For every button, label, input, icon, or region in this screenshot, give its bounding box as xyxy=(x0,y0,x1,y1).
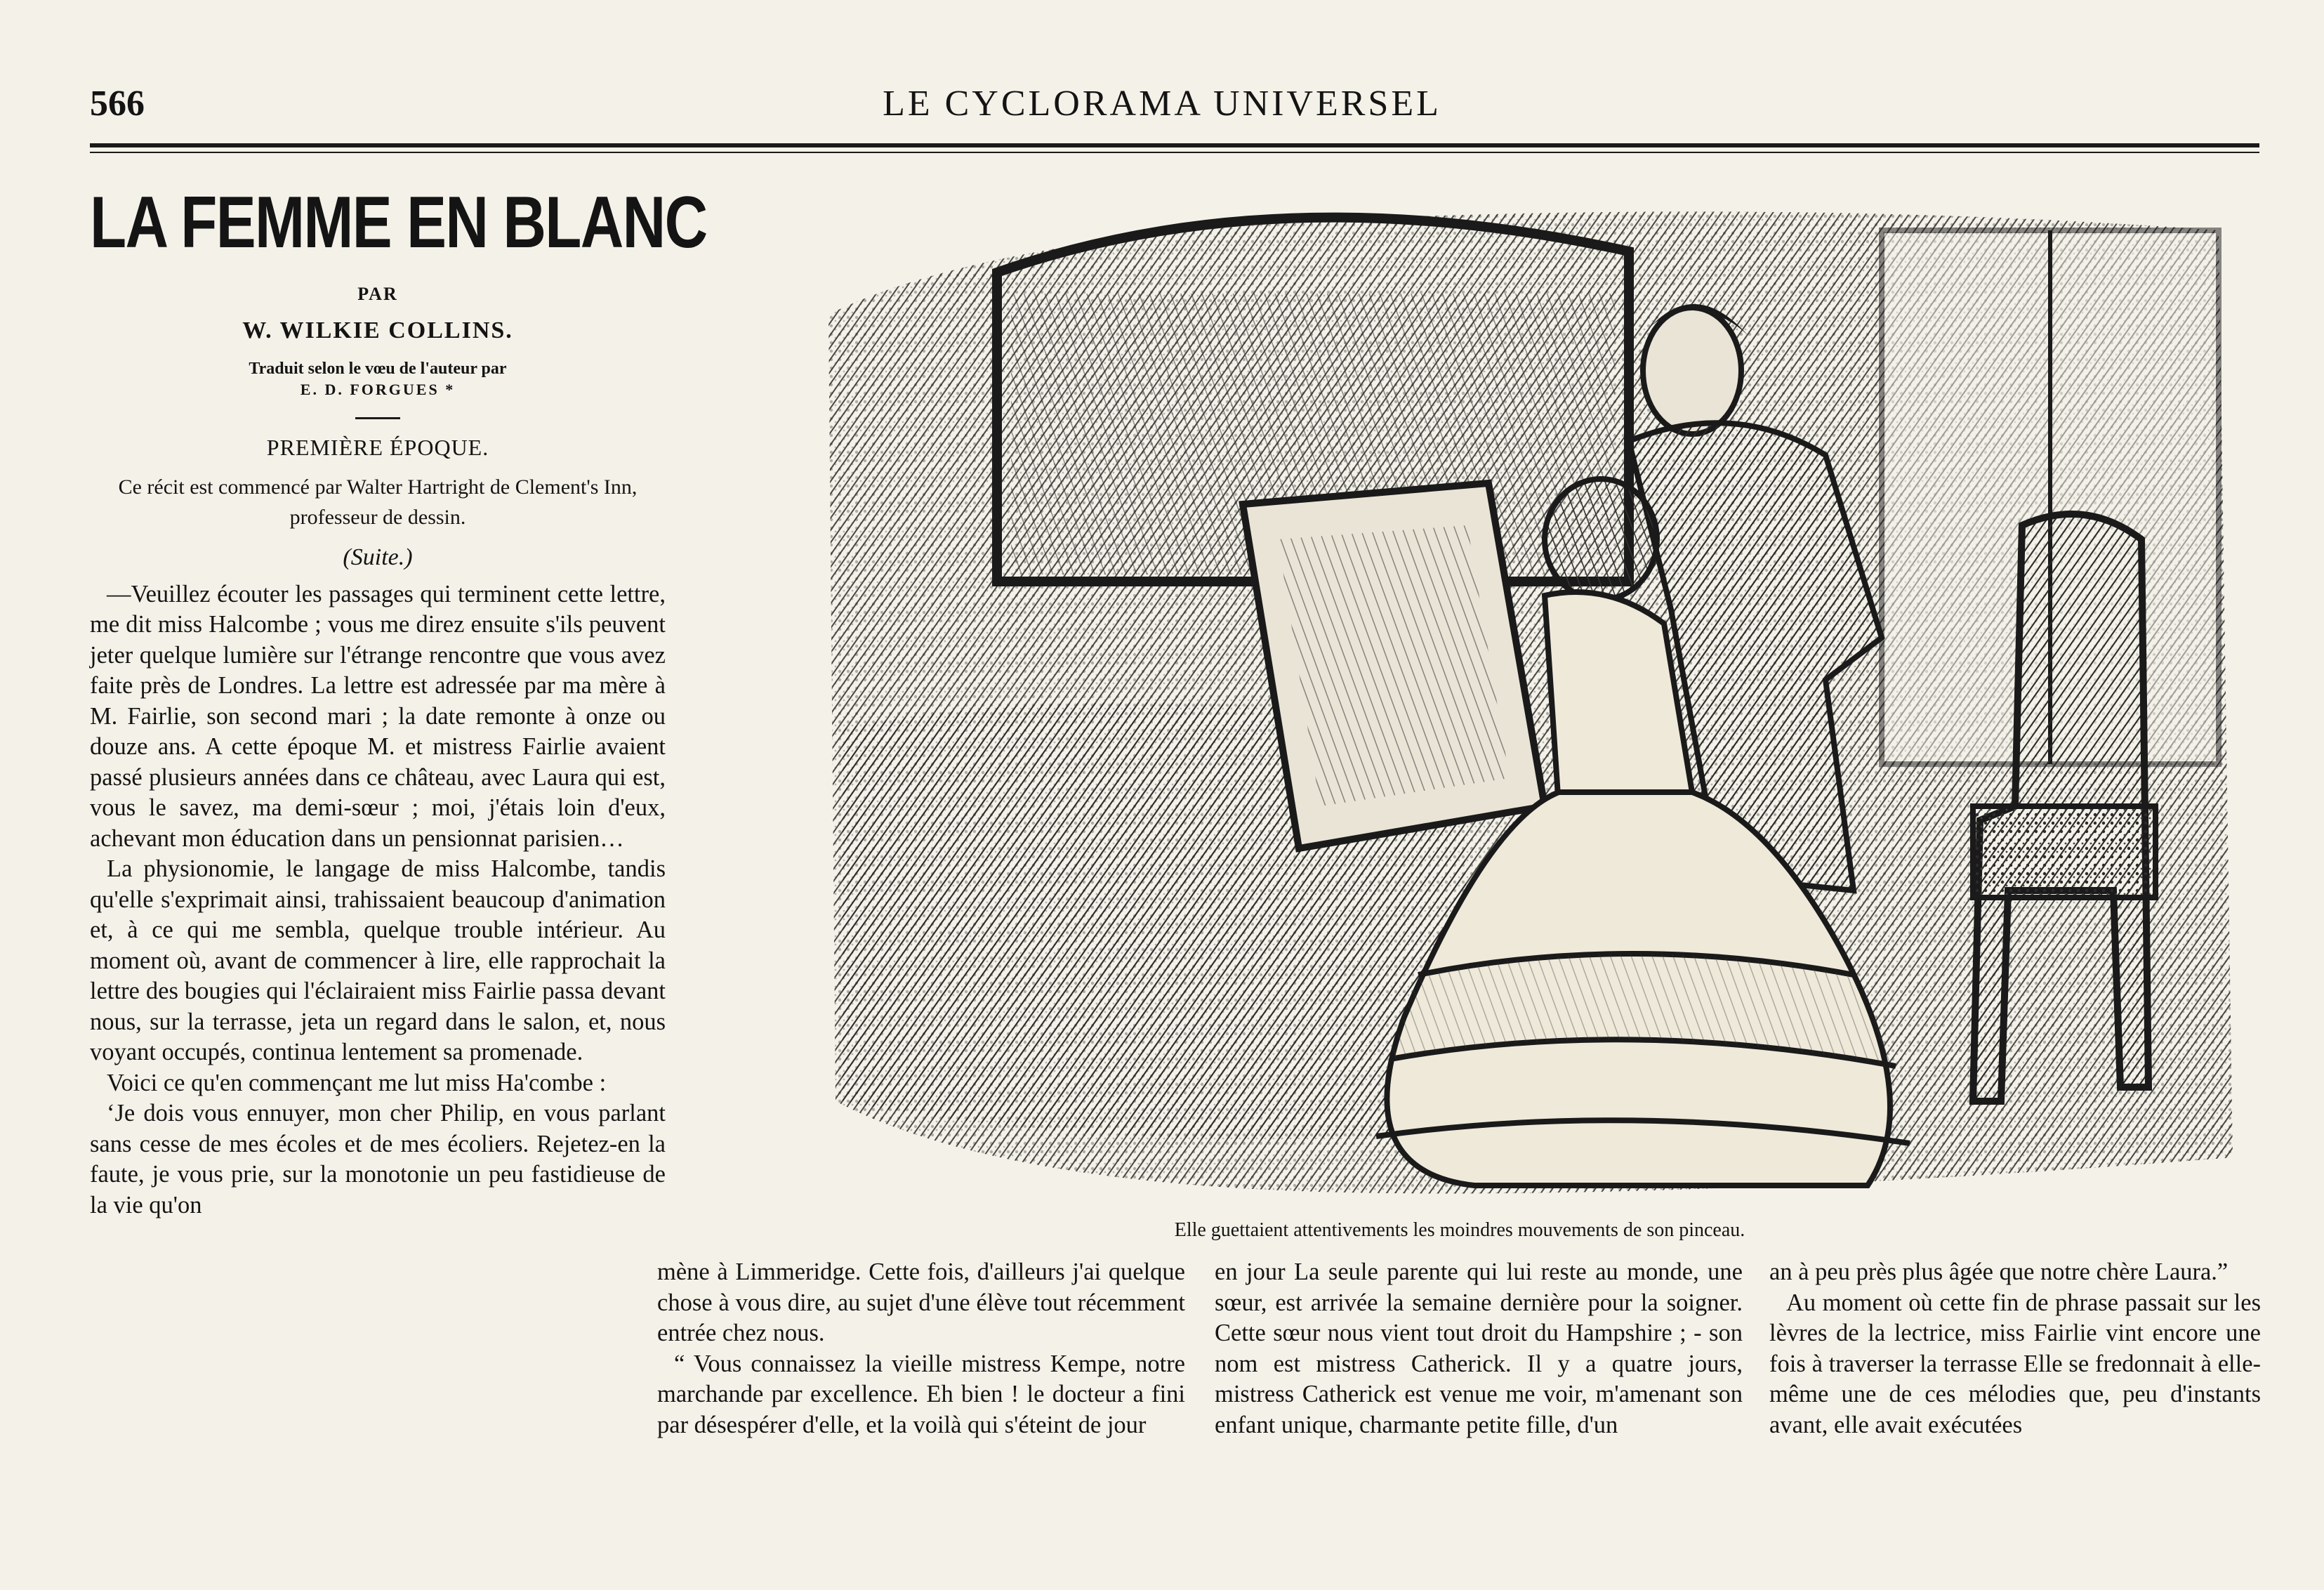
translator-line: Traduit selon le vœu de l'auteur par xyxy=(249,360,507,379)
paragraph: —Veuillez écouter les passages qui terminent cette lettre, me dit miss Halcombe ; vous me direz ensuite s'ils peuvent jeter quelque lumière sur l'étrange rencontre que vous avez faite près de Londres. La lettre est adressée par ma mère à M. Fairlie, son second mari ; la date remonte à onze ou douze ans. A cette époque M. et mistress Fairlie avaient passé plusieurs années dans ce château, avec Laura qui est, vous le savez, ma demi-sœur ; moi, j'étais loin d'eux, achevant mon éducation dans un pensionnat parisien… xyxy=(90,580,666,852)
header-rule-thin xyxy=(90,152,2259,153)
author-name: W. WILKIE COLLINS. xyxy=(242,317,513,344)
translator-name: E. D. FORGUES * xyxy=(300,380,456,398)
bottom-column-3 xyxy=(1769,1257,2261,1440)
article-title: LA FEMME EN BLANC xyxy=(90,182,707,263)
journal-title: LE CYCLORAMA UNIVERSEL xyxy=(883,84,1441,124)
paragraph: ‘Je dois vous ennuyer, mon cher Philip, en vous parlant sans cesse de mes écoles et de mes écoliers. Rejetez-en la faute, je vous prie, sur la monotonie un peu fastidieuse de la vie qu'on xyxy=(90,1100,666,1218)
paragraph: La physionomie, le langage de miss Halcombe, tandis qu'elle s'exprimait ainsi, trahissaient beaucoup d'animation et, à ce qui me sembla, quelque trouble intérieur. Au moment où, avant de commencer à lire, elle rapprochait la lettre des bougies qui l'éclairaient miss Fairlie passa devant nous, sur la terrasse, jeta un regard dans le salon, et, nous voyant occupés, continua lentement sa promenade. xyxy=(90,855,666,1066)
illustration-caption: Elle guettaient attentivements les moindres mouvements de son pinceau. xyxy=(1174,1219,1745,1241)
engraving-illustration xyxy=(786,188,2247,1214)
byline-par: PAR xyxy=(357,284,398,305)
man-head xyxy=(1643,308,1741,434)
epoch-heading: PREMIÈRE ÉPOQUE. xyxy=(266,434,489,460)
paragraph: mène à Limmeridge. Cette fois, d'ailleurs j'ai quelque chose à vous dire, au sujet d'une élève tout récemment entrée chez nous. xyxy=(657,1259,1185,1346)
paragraph: Voici ce qu'en commençant me lut miss Ha'combe : xyxy=(107,1069,607,1096)
bottom-column-2 xyxy=(1215,1257,1743,1440)
paragraph: “ Vous connaissez la vieille mistress Kempe, notre marchande par excellence. Eh bien ! le docteur a fini par désespérer d'elle, et la voilà qui s'éteint de jour xyxy=(657,1350,1185,1438)
header-rule xyxy=(90,143,2259,147)
bottom-column-1 xyxy=(657,1257,1185,1440)
paragraph: an à peu près plus âgée que notre chère Laura.” xyxy=(1769,1259,2229,1285)
paragraph: en jour La seule parente qui lui reste au monde, une sœur, est arrivée la semaine dernière pour la soigner. Cette sœur nous vient tout droit du Hampshire ; - son nom est mistress Catherick. Il y a quatre jours, mistress Catherick est venue me voir, m'amenant son enfant unique, charmante petite fille, d'un xyxy=(1215,1259,1743,1438)
intro-note: Ce récit est commencé par Walter Hartright de Clement's Inn, professeur de dessin. xyxy=(118,475,638,530)
paragraph: Au moment où cette fin de phrase passait sur les lèvres de la lectrice, miss Fairlie vint encore une fois à traverser la terrasse Elle se fredonnait à elle-même une de ces mélodies que, peu d'instants avant, elle avait exécutées xyxy=(1769,1289,2261,1438)
woman-head xyxy=(1545,479,1657,600)
section-divider xyxy=(355,417,400,419)
suite-label: (Suite.) xyxy=(343,544,413,570)
left-column-text xyxy=(90,579,666,1221)
page-number: 566 xyxy=(90,84,145,124)
left-column xyxy=(90,176,707,1221)
